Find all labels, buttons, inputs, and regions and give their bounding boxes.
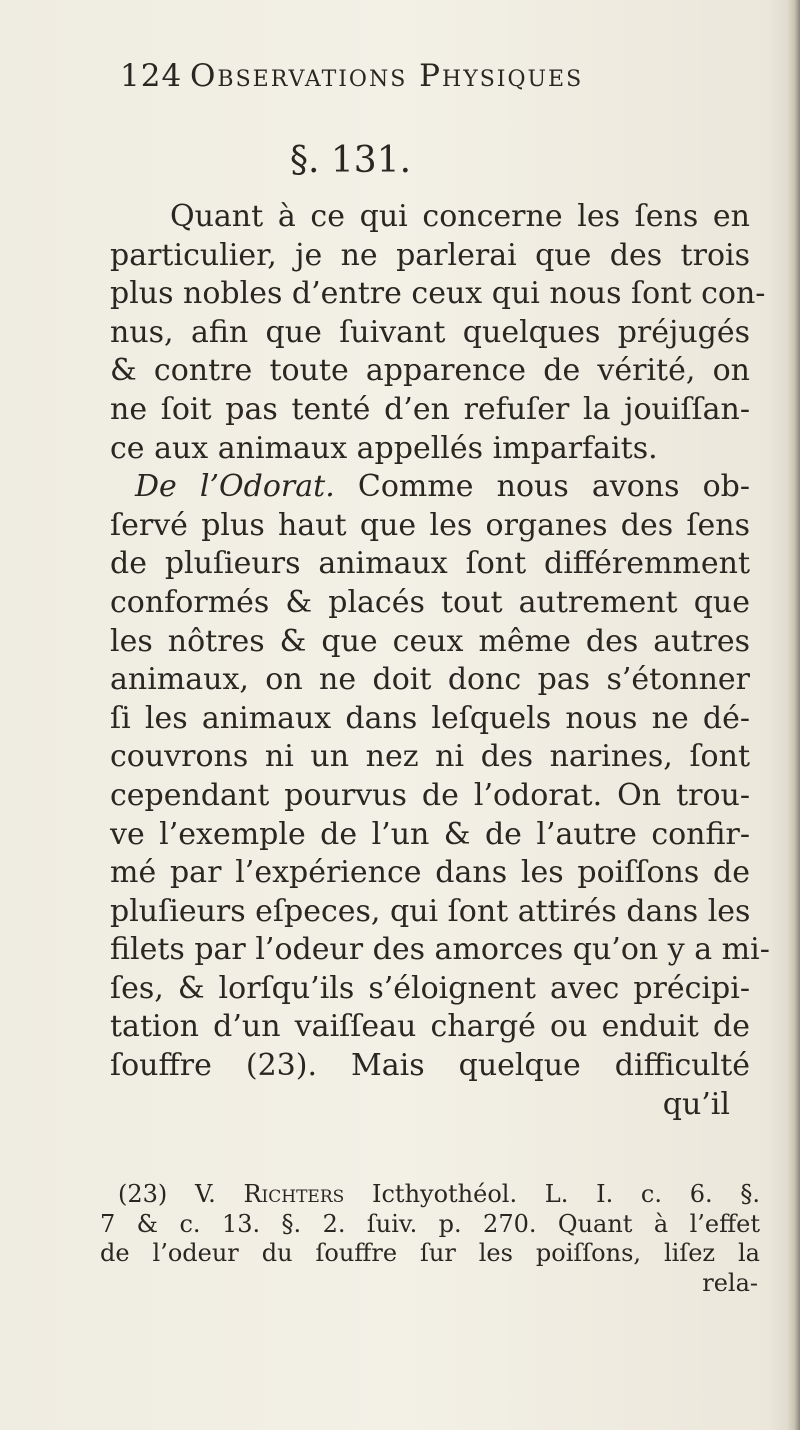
text-line: ne ſoit pas tenté d’en refuſer la jouiſſan- bbox=[110, 391, 750, 427]
footnote-line: de l’odeur du ſouffre ſur les poiſſons, liſez la bbox=[100, 1239, 760, 1267]
footnote-lead: (23) V. bbox=[118, 1180, 216, 1208]
footnote-line: 7 & c. 13. §. 2. ſuiv. p. 270. Quant à l’effet bbox=[100, 1209, 760, 1238]
text-line: ſi les animaux dans leſquels nous ne dé- bbox=[110, 700, 750, 736]
page-number: 124 bbox=[120, 58, 183, 94]
text-line bbox=[110, 468, 750, 507]
text-line: mé par l’expérience dans les poiſſons de bbox=[110, 855, 750, 891]
text-line: ve l’exemple de l’un & de l’autre confir- bbox=[110, 816, 750, 852]
text-line: conformés & placés tout autrement que bbox=[110, 584, 750, 620]
page-edge bbox=[786, 0, 800, 1430]
text-line: cependant pourvus de l’odorat. On trou- bbox=[110, 777, 750, 813]
subheading-odorat: De l’Odorat. bbox=[135, 469, 335, 505]
footnote-ref: Icthyothéol. L. I. c. 6. §. bbox=[372, 1180, 760, 1208]
text-line: ſervé plus haut que les organes des ſens bbox=[110, 507, 750, 543]
running-head: Observations Physiques bbox=[190, 58, 584, 94]
text-line: tation d’un vaiſſeau chargé ou enduit de bbox=[110, 1009, 750, 1045]
footnote-author: Richters bbox=[243, 1180, 345, 1208]
text-line-rest: Comme nous avons ob- bbox=[357, 469, 750, 505]
catchword: qu’il bbox=[662, 1086, 730, 1122]
text-line: filets par l’odeur des amorces qu’on y a mi- bbox=[110, 932, 770, 968]
text-line: ſouffre (23). Mais quelque difficulté bbox=[110, 1048, 750, 1084]
text-line: ſes, & lorſqu’ils s’éloignent avec précipi- bbox=[110, 970, 750, 1006]
text-line: animaux, on ne doit donc pas s’étonner bbox=[110, 662, 750, 698]
footnote bbox=[100, 1180, 760, 1298]
body-text bbox=[110, 198, 770, 1124]
text-line: plus nobles d’entre ceux qui nous ſont con- bbox=[110, 276, 766, 312]
text-line: & contre toute apparence de vérité, on bbox=[110, 353, 750, 389]
text-line: nus, afin que ſuivant quelques préjugés bbox=[110, 314, 750, 350]
text-line: les nôtres & que ceux même des autres bbox=[110, 623, 750, 659]
text-line: particulier, je ne parlerai que des trois bbox=[110, 237, 750, 273]
text-line: ce aux animaux appellés imparfaits. bbox=[110, 430, 658, 466]
footnote-line bbox=[100, 1180, 760, 1210]
section-number: §. 131. bbox=[290, 140, 412, 181]
page-header bbox=[120, 58, 760, 108]
text-line: pluſieurs eſpeces, qui ſont attirés dans les bbox=[110, 893, 751, 929]
footnote-catchword: rela- bbox=[702, 1268, 758, 1297]
text-line: couvrons ni un nez ni des narines, ſont bbox=[110, 739, 750, 775]
text-line: Quant à ce qui concerne les ſens en bbox=[170, 199, 750, 234]
text-line: de pluſieurs animaux ſont différemment bbox=[110, 546, 750, 582]
